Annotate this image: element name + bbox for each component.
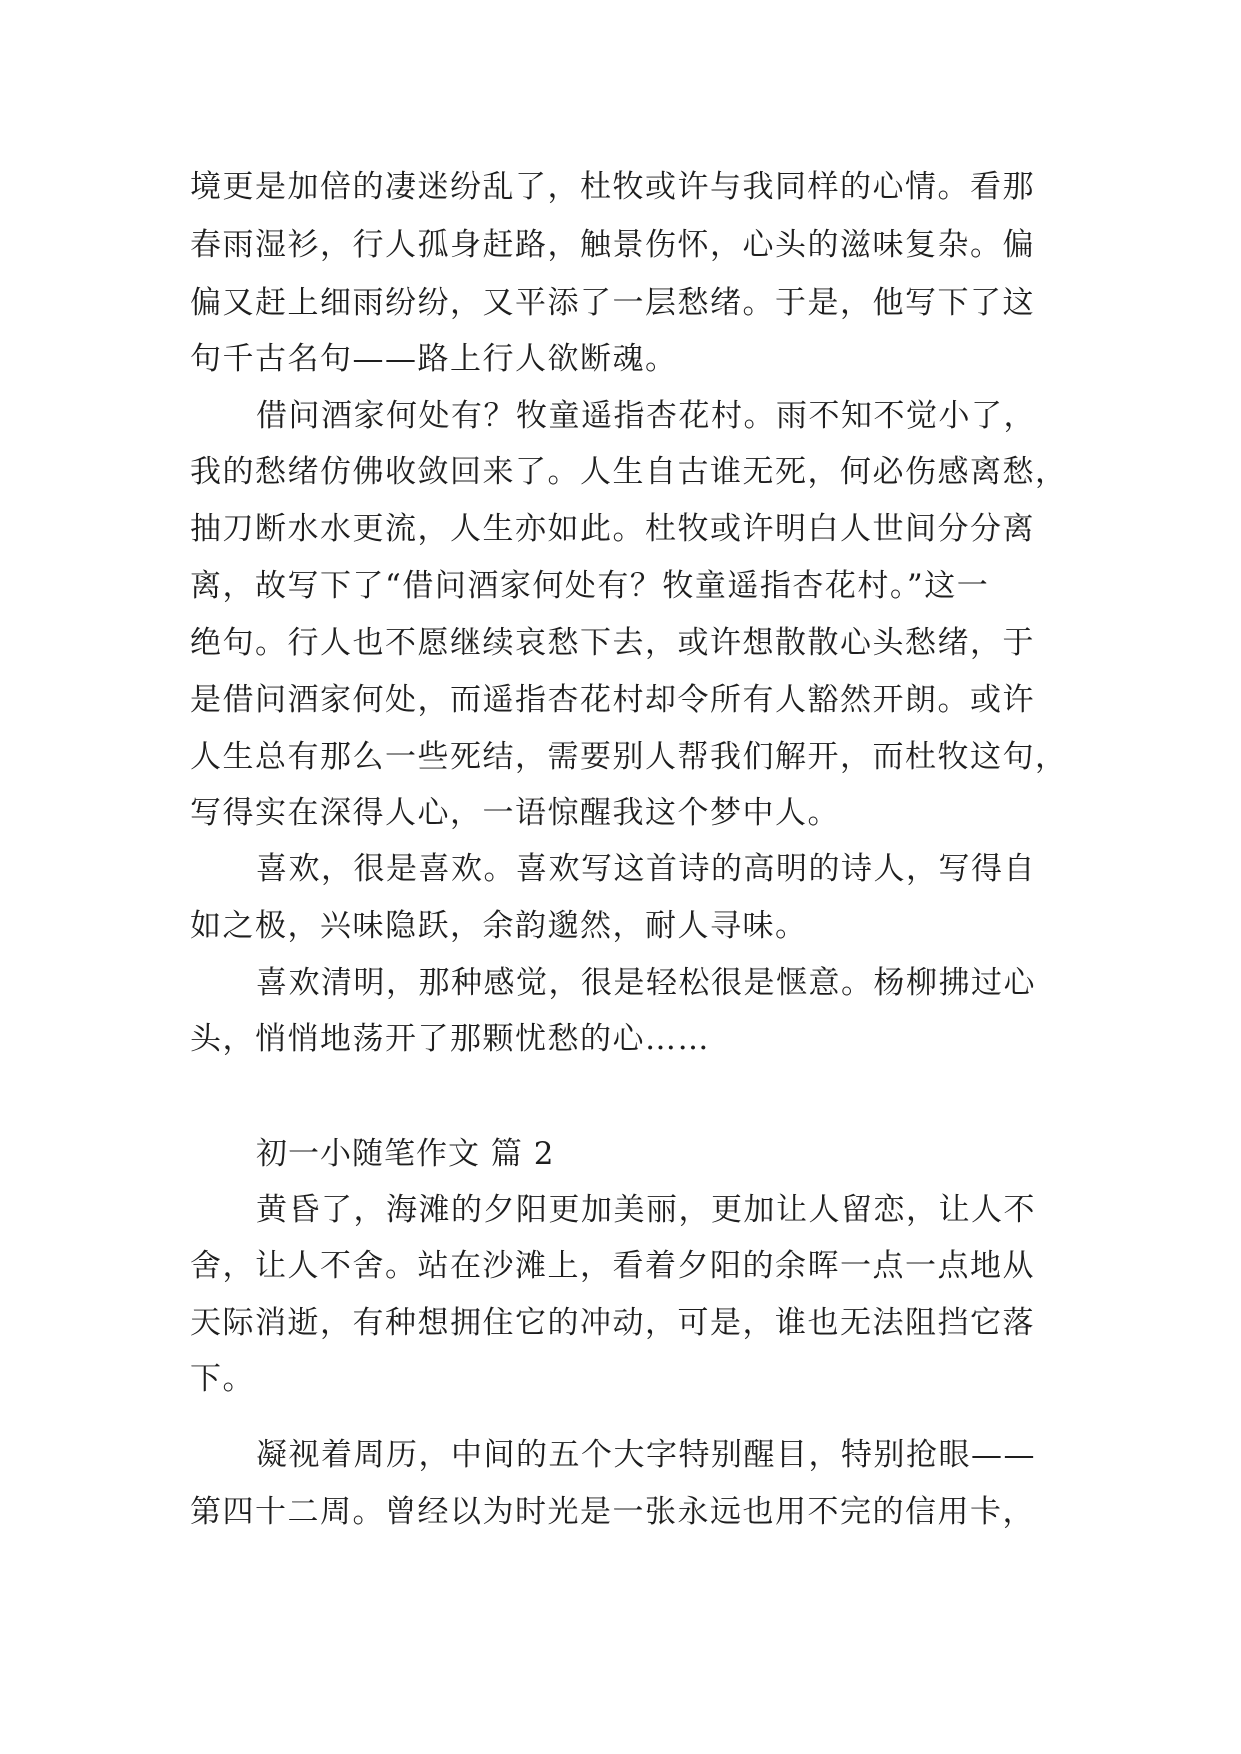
text-line: 离，故写下了“借问酒家何处有？牧童遥指杏花村。”这一 <box>190 568 990 604</box>
paragraph-first-line: 喜欢清明，那种感觉，很是轻松很是惬意。杨柳拂过心 <box>256 965 1036 1001</box>
text-line: 我的愁绪仿佛收敛回来了。人生自古谁无死，何必伤感离愁， <box>190 454 1068 490</box>
paragraph-first-line: 黄昏了，海滩的夕阳更加美丽，更加让人留恋，让人不 <box>256 1192 1036 1228</box>
text-line: 境更是加倍的凄迷纷乱了，杜牧或许与我同样的心情。看那 <box>190 169 1035 205</box>
paragraph-first-line: 凝视着周历，中间的五个大字特别醒目，特别抢眼—— <box>256 1437 1036 1473</box>
text-line: 绝句。行人也不愿继续哀愁下去，或许想散散心头愁绪，于 <box>190 625 1035 661</box>
text-line: 下。 <box>190 1361 255 1397</box>
text-line: 抽刀断水水更流，人生亦如此。杜牧或许明白人世间分分离 <box>190 511 1035 547</box>
section-heading: 初一小随笔作文 篇 2 <box>256 1136 555 1172</box>
paragraph-first-line: 借问酒家何处有？牧童遥指杏花村。雨不知不觉小了， <box>256 398 1036 434</box>
text-line: 如之极，兴味隐跃，余韵邈然，耐人寻味。 <box>190 908 808 944</box>
text-line: 写得实在深得人心，一语惊醒我这个梦中人。 <box>190 795 840 831</box>
text-line: 是借问酒家何处，而遥指杏花村却令所有人豁然开朗。或许 <box>190 682 1035 718</box>
text-line: 春雨湿衫，行人孤身赶路，触景伤怀，心头的滋味复杂。偏 <box>190 227 1035 263</box>
paragraph-first-line: 喜欢，很是喜欢。喜欢写这首诗的高明的诗人，写得自 <box>256 851 1036 887</box>
text-line: 偏又赶上细雨纷纷，又平添了一层愁绪。于是，他写下了这 <box>190 285 1035 321</box>
text-line: 句千古名句——路上行人欲断魂。 <box>190 341 678 377</box>
text-line: 人生总有那么一些死结，需要别人帮我们解开，而杜牧这句， <box>190 739 1068 775</box>
text-line: 第四十二周。曾经以为时光是一张永远也用不完的信用卡， <box>190 1494 1035 1530</box>
text-line: 舍，让人不舍。站在沙滩上，看着夕阳的余晖一点一点地从 <box>190 1248 1035 1284</box>
text-line: 天际消逝，有种想拥住它的冲动，可是，谁也无法阻挡它落 <box>190 1305 1035 1341</box>
text-line: 头，悄悄地荡开了那颗忧愁的心…… <box>190 1021 710 1057</box>
